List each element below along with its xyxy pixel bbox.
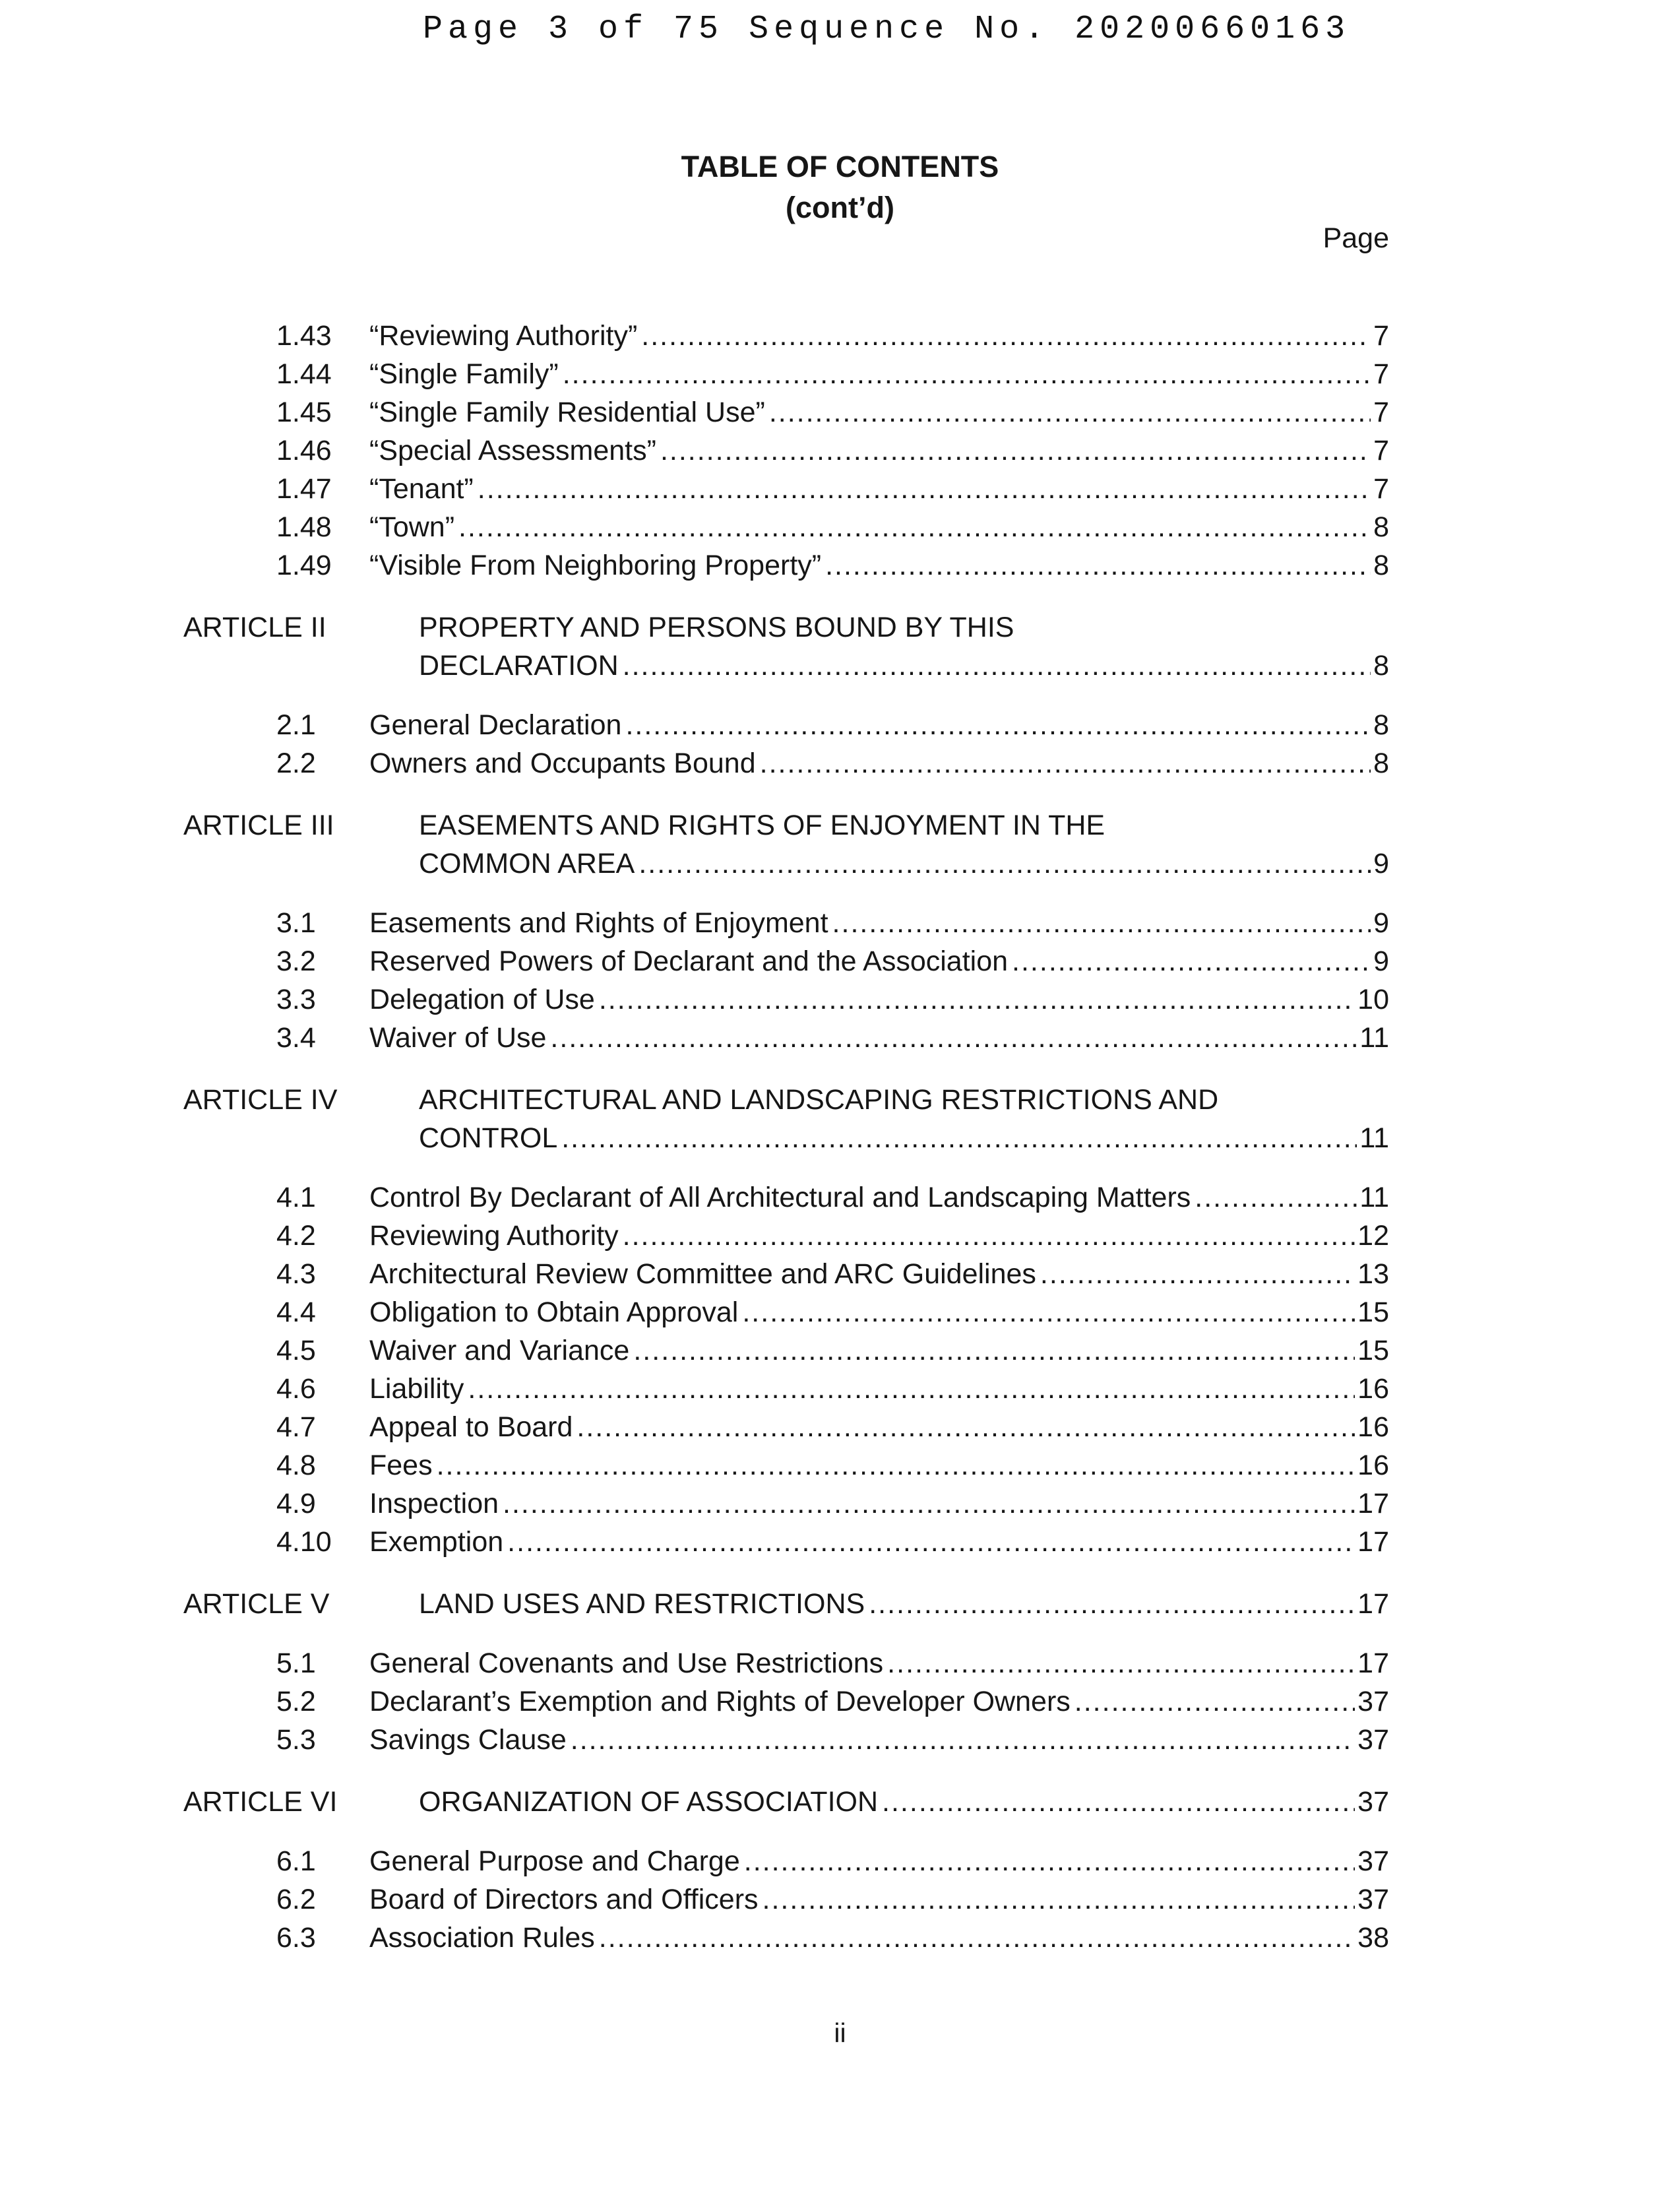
toc-entry	[276, 508, 1389, 546]
article-heading-row	[183, 1119, 1389, 1157]
entry-title: General Declaration	[369, 709, 622, 741]
article-heading-row	[183, 647, 1389, 685]
entry-number: 5.2	[276, 1686, 316, 1717]
entry-number: 4.5	[276, 1335, 316, 1366]
entry-number: 4.7	[276, 1411, 316, 1443]
entry-number: 1.43	[276, 320, 332, 352]
toc-entry	[276, 546, 1389, 585]
article-title-line1: LAND USES AND RESTRICTIONS	[419, 1588, 865, 1620]
article-label: ARTICLE VI	[183, 1786, 338, 1818]
dot-leader	[882, 1783, 1355, 1821]
entry-page-number: 37	[1357, 1724, 1389, 1756]
dot-leader	[468, 1370, 1355, 1408]
article-heading-row	[183, 1783, 1389, 1821]
dot-leader	[458, 508, 1371, 546]
article-page-number: 8	[1373, 650, 1389, 682]
entry-number: 5.3	[276, 1724, 316, 1756]
entry-number: 1.45	[276, 397, 332, 428]
article-label: ARTICLE III	[183, 810, 334, 841]
entry-page-number: 8	[1373, 550, 1389, 581]
entry-number: 4.3	[276, 1258, 316, 1290]
dot-leader	[625, 706, 1371, 744]
entry-title: “Single Family Residential Use”	[369, 397, 765, 428]
dot-leader	[478, 470, 1371, 508]
entry-number: 4.10	[276, 1526, 332, 1558]
article-label: ARTICLE V	[183, 1588, 330, 1620]
entry-number: 2.2	[276, 748, 316, 779]
entry-title: Easements and Rights of Enjoyment	[369, 907, 828, 939]
entry-page-number: 11	[1359, 1022, 1389, 1054]
toc-entry	[276, 1217, 1389, 1255]
entry-number: 6.3	[276, 1922, 316, 1954]
toc-entry	[276, 1178, 1389, 1217]
entry-number: 1.47	[276, 473, 332, 505]
toc-entry	[276, 470, 1389, 508]
entry-number: 2.1	[276, 709, 316, 741]
dot-leader	[832, 904, 1371, 942]
page-column-label: Page	[1322, 222, 1389, 254]
entry-title: “Special Assessments”	[369, 435, 656, 466]
entry-page-number: 13	[1357, 1258, 1389, 1290]
entry-number: 4.9	[276, 1488, 316, 1519]
toc-entry	[276, 1255, 1389, 1293]
entry-number: 4.6	[276, 1373, 316, 1405]
entry-page-number: 17	[1357, 1488, 1389, 1519]
entry-number: 3.4	[276, 1022, 316, 1054]
dot-leader	[437, 1446, 1355, 1484]
entry-page-number: 7	[1373, 358, 1389, 390]
toc-group	[183, 1585, 1389, 1759]
entry-page-number: 10	[1357, 984, 1389, 1015]
dot-leader	[660, 431, 1371, 470]
dot-leader	[1195, 1178, 1357, 1217]
article-heading	[183, 1081, 1389, 1157]
entry-title: General Purpose and Charge	[369, 1845, 740, 1877]
dot-leader	[742, 1293, 1355, 1331]
entry-title: “Town”	[369, 511, 455, 543]
toc-entries	[183, 904, 1389, 1057]
entry-number: 5.1	[276, 1647, 316, 1679]
entry-page-number: 17	[1357, 1647, 1389, 1679]
toc-group	[183, 1081, 1389, 1561]
entry-page-number: 12	[1357, 1220, 1389, 1252]
toc-entry	[276, 1682, 1389, 1721]
article-label: ARTICLE IV	[183, 1084, 338, 1116]
article-heading	[183, 1585, 1389, 1623]
entry-number: 6.1	[276, 1845, 316, 1877]
toc-entry	[276, 393, 1389, 431]
entry-page-number: 37	[1357, 1884, 1389, 1915]
toc-entry	[276, 355, 1389, 393]
toc-entry	[276, 744, 1389, 782]
toc-entry	[276, 1721, 1389, 1759]
entry-page-number: 16	[1357, 1450, 1389, 1481]
toc-entry	[276, 1019, 1389, 1057]
entry-title: Inspection	[369, 1488, 499, 1519]
entry-page-number: 8	[1373, 748, 1389, 779]
dot-leader	[1012, 942, 1371, 980]
dot-leader	[1074, 1682, 1355, 1721]
dot-leader	[623, 647, 1371, 685]
dot-leader	[550, 1019, 1357, 1057]
dot-leader	[561, 1119, 1357, 1157]
entry-number: 1.46	[276, 435, 332, 466]
entry-number: 4.1	[276, 1182, 316, 1213]
entry-title: Appeal to Board	[369, 1411, 573, 1443]
dot-leader	[638, 845, 1371, 883]
dot-leader	[563, 355, 1371, 393]
entry-title: Waiver of Use	[369, 1022, 547, 1054]
entry-page-number: 7	[1373, 435, 1389, 466]
toc-entries	[183, 706, 1389, 782]
entry-title: Obligation to Obtain Approval	[369, 1296, 739, 1328]
toc-entry	[276, 1842, 1389, 1880]
toc-entry	[276, 706, 1389, 744]
toc-entry	[276, 980, 1389, 1019]
entry-number: 4.2	[276, 1220, 316, 1252]
dot-leader	[503, 1484, 1355, 1523]
entry-number: 1.49	[276, 550, 332, 581]
dot-leader	[507, 1523, 1355, 1561]
entry-page-number: 8	[1373, 709, 1389, 741]
dot-leader	[762, 1880, 1355, 1919]
entry-title: “Visible From Neighboring Property”	[369, 550, 822, 581]
page-title: TABLE OF CONTENTS	[681, 150, 999, 183]
toc-entry	[276, 1644, 1389, 1682]
toc-group	[183, 1783, 1389, 1957]
article-title-line2: CONTROL	[419, 1122, 558, 1154]
entry-title: Association Rules	[369, 1922, 595, 1954]
entry-title: Savings Clause	[369, 1724, 567, 1756]
article-title-line1: ORGANIZATION OF ASSOCIATION	[419, 1786, 879, 1818]
entry-number: 4.4	[276, 1296, 316, 1328]
dot-leader	[623, 1217, 1355, 1255]
article-title-line2: COMMON AREA	[419, 848, 635, 879]
toc-entry	[276, 317, 1389, 355]
toc-entry	[276, 1408, 1389, 1446]
entry-title: Fees	[369, 1450, 433, 1481]
toc-group	[183, 608, 1389, 782]
dot-leader	[599, 1919, 1355, 1957]
dot-leader	[869, 1585, 1355, 1623]
entry-page-number: 7	[1373, 320, 1389, 352]
dot-leader	[1040, 1255, 1355, 1293]
article-heading-row	[183, 1081, 1389, 1119]
entry-number: 3.3	[276, 984, 316, 1015]
entry-title: Control By Declarant of All Architectural and Landscaping Matters	[369, 1182, 1191, 1213]
toc-entry	[276, 904, 1389, 942]
article-page-number: 17	[1357, 1588, 1389, 1620]
dot-leader	[571, 1721, 1355, 1759]
article-heading	[183, 1783, 1389, 1821]
toc-entry	[276, 1293, 1389, 1331]
article-heading	[183, 608, 1389, 685]
toc-group	[183, 317, 1389, 585]
entry-number: 3.1	[276, 907, 316, 939]
entry-page-number: 17	[1357, 1526, 1389, 1558]
toc-entry	[276, 1880, 1389, 1919]
dot-leader	[576, 1408, 1355, 1446]
toc-entry	[276, 1919, 1389, 1957]
toc-entry	[276, 942, 1389, 980]
toc-entry	[276, 1446, 1389, 1484]
dot-leader	[760, 744, 1371, 782]
toc	[183, 317, 1389, 1957]
entry-page-number: 16	[1357, 1411, 1389, 1443]
dot-leader	[769, 393, 1371, 431]
entry-page-number: 15	[1357, 1296, 1389, 1328]
entry-number: 1.44	[276, 358, 332, 390]
article-page-number: 11	[1359, 1122, 1389, 1154]
entry-page-number: 11	[1359, 1182, 1389, 1213]
entry-page-number: 9	[1373, 907, 1389, 939]
dot-leader	[599, 980, 1355, 1019]
dot-leader	[633, 1331, 1355, 1370]
article-heading	[183, 806, 1389, 883]
dot-leader	[825, 546, 1371, 585]
article-page-number: 37	[1357, 1786, 1389, 1818]
toc-entry	[276, 1331, 1389, 1370]
entry-title: Exemption	[369, 1526, 504, 1558]
entry-title: “Single Family”	[369, 358, 559, 390]
entry-title: Delegation of Use	[369, 984, 595, 1015]
entry-number: 4.8	[276, 1450, 316, 1481]
toc-entries	[183, 1644, 1389, 1759]
article-label: ARTICLE II	[183, 612, 327, 643]
toc-entry	[276, 431, 1389, 470]
entry-title: General Covenants and Use Restrictions	[369, 1647, 884, 1679]
dot-leader	[887, 1644, 1355, 1682]
toc-entry	[276, 1484, 1389, 1523]
article-title-line1: ARCHITECTURAL AND LANDSCAPING RESTRICTIONS AND	[419, 1084, 1219, 1116]
entry-page-number: 37	[1357, 1845, 1389, 1877]
document-title-block	[0, 146, 1680, 228]
entry-page-number: 8	[1373, 511, 1389, 543]
page-subtitle: (cont’d)	[786, 191, 894, 224]
toc-entries	[183, 317, 1389, 585]
toc-entry	[276, 1370, 1389, 1408]
entry-title: “Tenant”	[369, 473, 474, 505]
entry-title: Declarant’s Exemption and Rights of Developer Owners	[369, 1686, 1071, 1717]
scan-header-stamp: Page 3 of 75 Sequence No. 20200660163	[423, 11, 1351, 48]
entry-page-number: 7	[1373, 397, 1389, 428]
article-title-line1: EASEMENTS AND RIGHTS OF ENJOYMENT IN THE	[419, 810, 1105, 841]
entry-title: Reviewing Authority	[369, 1220, 619, 1252]
entry-title: Reserved Powers of Declarant and the Association	[369, 945, 1009, 977]
entry-number: 6.2	[276, 1884, 316, 1915]
entry-title: Owners and Occupants Bound	[369, 748, 756, 779]
footer-page-number: ii	[834, 2018, 846, 2048]
entry-title: “Reviewing Authority”	[369, 320, 638, 352]
toc-entry	[276, 1523, 1389, 1561]
article-heading-row	[183, 806, 1389, 845]
entry-page-number: 7	[1373, 473, 1389, 505]
entry-title: Waiver and Variance	[369, 1335, 630, 1366]
article-title-line1: PROPERTY AND PERSONS BOUND BY THIS	[419, 612, 1014, 643]
entry-number: 3.2	[276, 945, 316, 977]
entry-page-number: 16	[1357, 1373, 1389, 1405]
toc-group	[183, 806, 1389, 1057]
article-heading-row	[183, 1585, 1389, 1623]
entry-page-number: 9	[1373, 945, 1389, 977]
toc-entries	[183, 1842, 1389, 1957]
dot-leader	[744, 1842, 1355, 1880]
entry-title: Board of Directors and Officers	[369, 1884, 759, 1915]
article-title-line2: DECLARATION	[419, 650, 619, 682]
dot-leader	[641, 317, 1371, 355]
entry-page-number: 15	[1357, 1335, 1389, 1366]
article-heading-row	[183, 608, 1389, 647]
entry-number: 1.48	[276, 511, 332, 543]
entry-title: Architectural Review Committee and ARC Guidelines	[369, 1258, 1036, 1290]
article-page-number: 9	[1373, 848, 1389, 879]
entry-page-number: 37	[1357, 1686, 1389, 1717]
article-heading-row	[183, 845, 1389, 883]
entry-page-number: 38	[1357, 1922, 1389, 1954]
toc-entries	[183, 1178, 1389, 1561]
entry-title: Liability	[369, 1373, 464, 1405]
